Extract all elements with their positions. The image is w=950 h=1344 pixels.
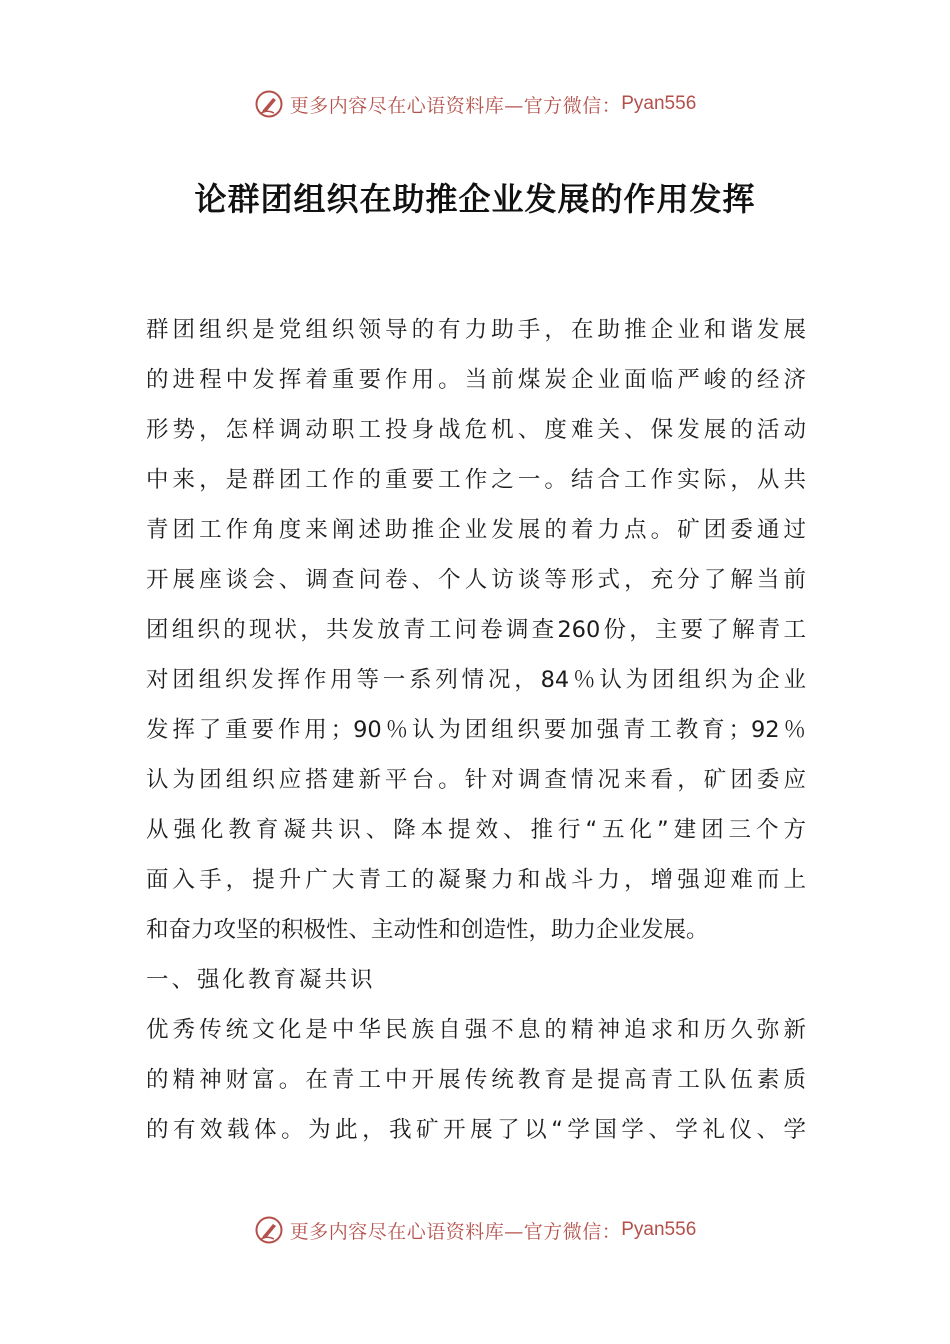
banner-wechat-id: Pyan556 bbox=[621, 1219, 697, 1240]
banner-text: 更多内容尽在心语资料库—官方微信： bbox=[289, 94, 622, 117]
body-line: 开展座谈会、调查问卷、个人访谈等形式，充分了解当前 bbox=[146, 567, 806, 593]
body-line: 青团工作角度来阐述助推企业发展的着力点。矿团委通过 bbox=[146, 517, 806, 543]
body-line: 的进程中发挥着重要作用。当前煤炭企业面临严峻的经济 bbox=[146, 367, 806, 393]
section-heading: 一、强化教育凝共识 bbox=[146, 967, 376, 993]
document-title: 论群团组织在助推企业发展的作用发挥 bbox=[194, 180, 756, 218]
body-line: 认为团组织应搭建新平台。针对调查情况来看，矿团委应 bbox=[146, 767, 806, 793]
body-line: 形势，怎样调动职工投身战危机、度难关、保发展的活动 bbox=[146, 417, 806, 443]
body-line: 对团组织发挥作用等一系列情况，84％认为团组织为企业 bbox=[146, 667, 806, 693]
banner-wechat-id: Pyan556 bbox=[621, 93, 697, 114]
banner-text: 更多内容尽在心语资料库—官方微信： bbox=[289, 1220, 622, 1243]
pen-logo-icon bbox=[254, 89, 284, 119]
footer-banner bbox=[0, 1210, 950, 1250]
pen-logo-icon bbox=[254, 1215, 284, 1245]
body-line: 和奋力攻坚的积极性、主动性和创造性，助力企业发展。 bbox=[146, 917, 709, 943]
body-line: 团组织的现状，共发放青工问卷调查260份，主要了解青工 bbox=[146, 617, 806, 643]
body-line: 发挥了重要作用；90％认为团组织要加强青工教育；92％ bbox=[146, 717, 806, 743]
body-line: 中来，是群团工作的重要工作之一。结合工作实际，从共 bbox=[146, 467, 806, 493]
body-line: 群团组织是党组织领导的有力助手，在助推企业和谐发展 bbox=[146, 317, 806, 343]
body-line: 从强化教育凝共识、降本提效、推行“五化”建团三个方 bbox=[146, 817, 806, 843]
document-body bbox=[146, 305, 806, 1155]
body-line: 的有效载体。为此，我矿开展了以“学国学、学礼仪、学 bbox=[146, 1117, 806, 1143]
body-line: 优秀传统文化是中华民族自强不息的精神追求和历久弥新 bbox=[146, 1017, 806, 1043]
body-line: 的精神财富。在青工中开展传统教育是提高青工队伍素质 bbox=[146, 1067, 806, 1093]
header-banner bbox=[0, 84, 950, 124]
body-line: 面入手，提升广大青工的凝聚力和战斗力，增强迎难而上 bbox=[146, 867, 806, 893]
